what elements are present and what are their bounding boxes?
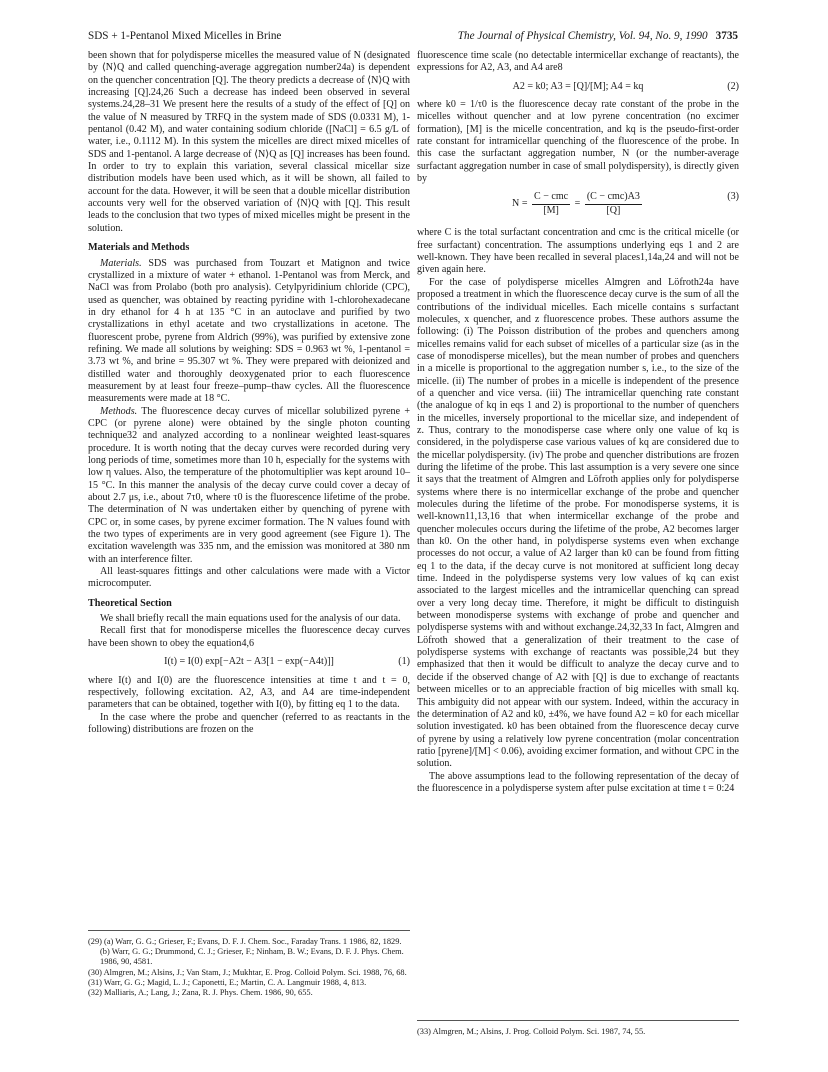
page-number: 3735: [715, 30, 738, 42]
journal-name: The Journal of Physical Chemistry, Vol. 94, No. 9, 1990: [457, 30, 708, 42]
footnote: (33) Almgren, M.; Alsins, J. Prog. Colloid Polym. Sci. 1987, 74, 55.: [417, 1027, 646, 1036]
theory-paragraph-4: In the case where the probe and quencher (referred to as reactants in the following) distributions are frozen on the: [88, 711, 410, 735]
equation-3-body: [512, 191, 644, 217]
equation-3: [417, 191, 739, 221]
equation-3-number: (3): [727, 191, 739, 203]
equation-3-lhs: N =: [512, 198, 528, 210]
left-footnotes: [88, 930, 410, 998]
footnote: (32) Malliaris, A.; Lang, J.; Zana, R. J. Phys. Chem. 1986, 90, 655.: [88, 988, 313, 998]
footnote: (30) Almgren, M.; Alsins, J.; Van Stam, J.; Mukhtar, E. Prog. Colloid Polym. Sci. 1988, 76, 68.: [88, 967, 407, 977]
equation-2: [417, 81, 739, 93]
right-paragraph-3: where C is the total surfactant concentration and cmc is the critical micelle (or free surfactant) concentration. The assumptions underlying eqs 1 and 2 are well-known. They have been recalled in several places1,14a,24 and will not be given again here.: [417, 227, 739, 276]
equation-3-denominator-1: [M]: [543, 204, 559, 216]
section-heading-materials-methods: Materials and Methods: [88, 242, 190, 254]
section-heading-theoretical: Theoretical Section: [88, 597, 172, 609]
right-footnotes: [417, 1020, 739, 1037]
equation-3-denominator-2: [Q]: [606, 204, 621, 216]
equation-3-fraction-1: [532, 191, 570, 217]
page-header: [88, 30, 738, 48]
materials-paragraph: [88, 258, 410, 406]
equation-3-numerator-1: C − cmc: [532, 191, 570, 204]
methods-paragraph-2: All least-squares fittings and other calculations were made with a Victor microcomputer.: [88, 566, 410, 590]
running-title: SDS + 1-Pentanol Mixed Micelles in Brine: [88, 30, 282, 42]
equation-3-numerator-2: (C − cmc)A3: [585, 191, 642, 204]
methods-runin: Methods.: [100, 405, 138, 417]
theory-paragraph-1: We shall briefly recall the main equations used for the analysis of our data.: [100, 613, 401, 625]
methods-paragraph: [88, 406, 410, 566]
intro-paragraph: been shown that for polydisperse micelles the measured value of N (designated by ⟨N⟩Q and called quenching-average aggregation number24a) is dependent on the quencher concentration [Q]. The theory predicts a decrease of ⟨N⟩Q with increasing [Q].24,26 Such a decrease has indeed been observed in several systems.24,28–31 We present here the results of a study of the effect of [Q] on the value of N measured by TRFQ in the system made of SDS (0.0331 M), 1-pentanol (0.42 M), and water containing sodium chloride ([NaCl] = 6.5 g/L of water, i.e., 0.1112 M). In this system the micelles are direct mixed micelles of SDS and 1-pentanol. A large decrease of ⟨N⟩Q as [Q] increases has been found. In order to try to explain this variation, several classical micellar size distribution models have been used which, as it will be shown, all failed to account for the data. However, it will be seen that a double micellar distribution accounts very well for the observed variation of ⟨N⟩Q with [Q]. This result leads to the conclusion that two types of mixed micelles might be present in the solution.: [88, 50, 410, 234]
equation-1-body: I(t) = I(0) exp[−A2t − A3[1 − exp(−A4t)]]: [164, 656, 334, 668]
equation-1: [88, 656, 410, 668]
footnote: (29) (a) Warr, G. G.; Grieser, F.; Evans, D. F. J. Chem. Soc., Faraday Trans. 1 1986, 82, 1829. (b) Warr, G. G.; Drummond, C. J.; Grieser, F.; Ninham, B. W.; Evans, D. F. J. Phys. Chem. 1986, 90, 4581.: [88, 937, 404, 967]
theory-paragraph-3: where I(t) and I(0) are the fluorescence intensities at time t and t = 0, respectively, following excitation. A2, A3, and A4 are time-independent parameters that can be obtained, together with I(0), by fitting eq 1 to the data.: [88, 674, 410, 711]
equation-3-equals: =: [574, 198, 581, 210]
right-column: [417, 50, 739, 795]
left-column: [88, 50, 410, 736]
right-paragraph-1: fluorescence time scale (no detectable intermicellar exchange of reactants), the expressions for A2, A3, and A4 are8: [417, 50, 739, 74]
journal-citation: [458, 30, 738, 42]
right-paragraph-2: where k0 = 1/τ0 is the fluorescence decay rate constant of the probe in the micelles without quencher and at low pyrene concentration (no excimer formation), [M] is the micelle concentration, and kq is the pseudo-first-order rate constant for intramicellar quenching of the fluorescence of the probe. In this case the surfactant aggregation number, N (or the number-average surfactant aggregation number in case of small polydispersity), is directly given by: [417, 99, 739, 185]
equation-1-number: (1): [398, 656, 410, 668]
theory-paragraph-2: Recall first that for monodisperse micelles the fluorescence decay curves have been shown to obey the equation4,6: [88, 625, 410, 649]
materials-runin: Materials.: [100, 257, 142, 269]
right-paragraph-5: The above assumptions lead to the following representation of the decay of the fluorescence in a polydisperse system after pulse excitation at time t = 0:24: [417, 770, 739, 794]
equation-2-number: (2): [727, 80, 739, 92]
right-paragraph-4: For the case of polydisperse micelles Almgren and Löfroth24a have proposed a treatment in which the fluorescence decay curve is the sum of all the contributions of the individual micelles. Each micelle contains s surfactant molecules, x quencher, and z fluorescence probes. These authors assume the following: (i) The Poisson distribution of the probes and quenchers among micelles remains valid for each subset of micelles of a particular size (as in the case of monodisperse micelles), but the mean number of probes and quenchers in a micelle is proportional to the aggregation number s, i.e., to the size of the micelle. (ii) The number of probes in a micelle is independent of the presence of a quencher and vice versa. (iii) The intramicellar quenching rate constant (the analogue of kq in eqs 1 and 2) is proportional to the number of quenchers in the micelles, inversely proportional to the micellar size, and independent of z. Thus, contrary to the monodisperse case where only one value of kq is considered, in the polydisperse case various values of kq are considered due to the micellar polydispersity. (iv) The probe and quencher distributions are frozen during the lifetime of the probe. This last assumption is a very severe one since it says that the treatment of Almgren and Löfroth applies only for polydisperse systems where there is no intermicellar exchange of the probe and quencher molecules during the lifetime of the probe. For monodisperse systems, it is well-known11,13,16 that when intermicellar exchange of the probe and quencher molecules occurs during the lifetime of the probe, A2 becomes larger than k0. On the other hand, in polydisperse systems even when exchange processes do not occur, a value of A2 larger than k0 can be found from fitting eq 1 to the data, if the decay curve is not monitored at sufficient long decay time. Indeed in the polydisperse systems very low values of kq can exist associated to the largest micelles and the intramicellar quenching can spread over a very long decay time. Therefore, it might be difficult to distinguish between monodisperse systems with exchange of probe and quencher and polydisperse systems with and without exchange.24,32,33 In fact, Almgren and Löfroth showed that a generalization of their treatment to the case of polydisperse systems with exchange of reactants was possible,24 but they emphasized that then it would be difficult to analyze the decay curve and to decide if the observed change of A2 with [Q] is due to exchange of reactants between micelles or to an appreciable fraction of big micelles with small kq. This ambiguity did not appear with our system. Indeed, within the accuracy in the determination of A2 and k0, ±4%, we have found A2 = k0 for each micellar solution investigated. k0 has been obtained from the fluorescence decay curve of pyrene by using a relatively low pyrene concentration (molar concentration ratio [pyrene]/[M] < 0.06), avoiding excimer formation, and without CPC in the solution.: [417, 276, 739, 770]
materials-text: SDS was purchased from Touzart et Matignon and twice crystallized in a mixture of water + ethanol. 1-Pentanol was from Merck, and NaCl was from Prolabo (both pro analysis). Cetylpyridinium chloride (CPC), used as quencher, was obtained by reacting pyridine with 1-chlorohexadecane in dry ethanol for 4 h at 135 °C in an autoclave and purified by two crystallizations in ethyl acetate and two crystallizations in acetone. The fluorescent probe, pyrene from Aldrich (99%), was purified by extensive zone refining. We made all solutions by weighing: SDS = 0.963 wt %, 1-pentanol = 3.73 wt %, and brine = 95.307 wt %. They were prepared with deionized and distilled water and thoroughly deoxygenated prior to each fluorescence measurement by at least four freeze–pump–thaw cycles. All the fluorescence measurements were made at 18 °C.: [88, 257, 410, 405]
footnote: (31) Warr, G. G.; Magid, L. J.; Caponetti, E.; Martin, C. A. Langmuir 1988, 4, 813.: [88, 977, 367, 987]
equation-3-fraction-2: [585, 191, 642, 217]
equation-2-body: A2 = k0; A3 = [Q]/[M]; A4 = kq: [512, 80, 644, 92]
methods-text: The fluorescence decay curves of micellar solubilized pyrene + CPC (or pyrene alone) were obtained by the single photon counting technique32 and analyzed according to a nonlinear weighted least-squares procedure. It is worth noting that the decay curves were recorded during very long periods of time, sometimes more than 10 h, especially for the systems with low η values. Also, the temperature of the photomultiplier was kept around 10–15 °C. In this manner the analysis of the decay curve could cover a decay of about 2.7 μs, i.e., about 7τ0, where τ0 is the fluorescence lifetime of the probe. The determination of N was undertaken either by quenching of pyrene with CPC or, in some cases, by pyrene excimer formation. The N values found with the two types of experiments are in very good agreement (see Figure 1). The excitation wavelength was 335 nm, and the emission was monitored at 380 nm with an interference filter.: [88, 405, 410, 565]
